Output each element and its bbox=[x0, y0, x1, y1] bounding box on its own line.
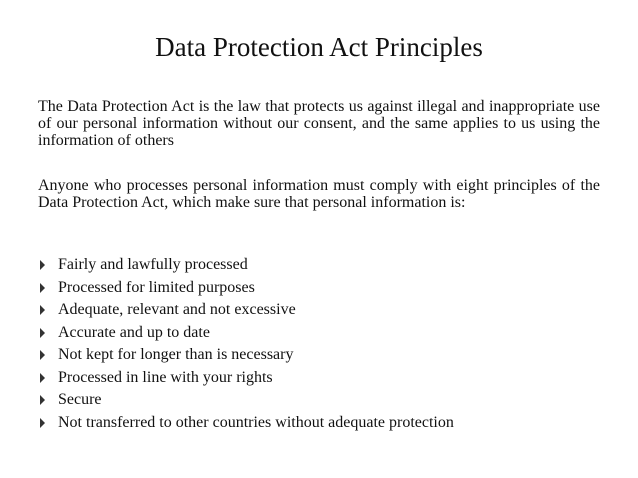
list-item bbox=[38, 367, 600, 390]
list-item-text: Not kept for longer than is necessary bbox=[58, 346, 294, 364]
principles-list bbox=[38, 254, 600, 434]
caret-right-icon bbox=[40, 260, 45, 270]
list-item-text: Adequate, relevant and not excessive bbox=[58, 301, 296, 319]
list-item-text: Fairly and lawfully processed bbox=[58, 256, 248, 274]
caret-right-icon bbox=[40, 418, 45, 428]
caret-right-icon bbox=[40, 395, 45, 405]
list-item-text: Secure bbox=[58, 391, 102, 409]
slide-title: Data Protection Act Principles bbox=[155, 32, 483, 62]
list-item bbox=[38, 322, 600, 345]
intro-paragraph: The Data Protection Act is the law that protects us against illegal and inappropriate use of our personal information without our consent, and the same applies to us using the information of others bbox=[38, 98, 600, 149]
list-item bbox=[38, 344, 600, 367]
caret-right-icon bbox=[40, 373, 45, 383]
list-item bbox=[38, 299, 600, 322]
list-item-text: Accurate and up to date bbox=[58, 323, 210, 341]
list-item bbox=[38, 277, 600, 300]
caret-right-icon bbox=[40, 350, 45, 360]
list-item-text: Processed in line with your rights bbox=[58, 368, 273, 386]
list-item bbox=[38, 412, 600, 435]
caret-right-icon bbox=[40, 305, 45, 315]
list-item-text: Processed for limited purposes bbox=[58, 278, 255, 296]
compliance-paragraph: Anyone who processes personal information must comply with eight principles of the Data Protection Act, which make sure that personal information is: bbox=[38, 177, 600, 211]
list-item bbox=[38, 389, 600, 412]
list-item bbox=[38, 254, 600, 277]
caret-right-icon bbox=[40, 283, 45, 293]
list-item-text: Not transferred to other countries without adequate protection bbox=[58, 413, 454, 431]
caret-right-icon bbox=[40, 328, 45, 338]
